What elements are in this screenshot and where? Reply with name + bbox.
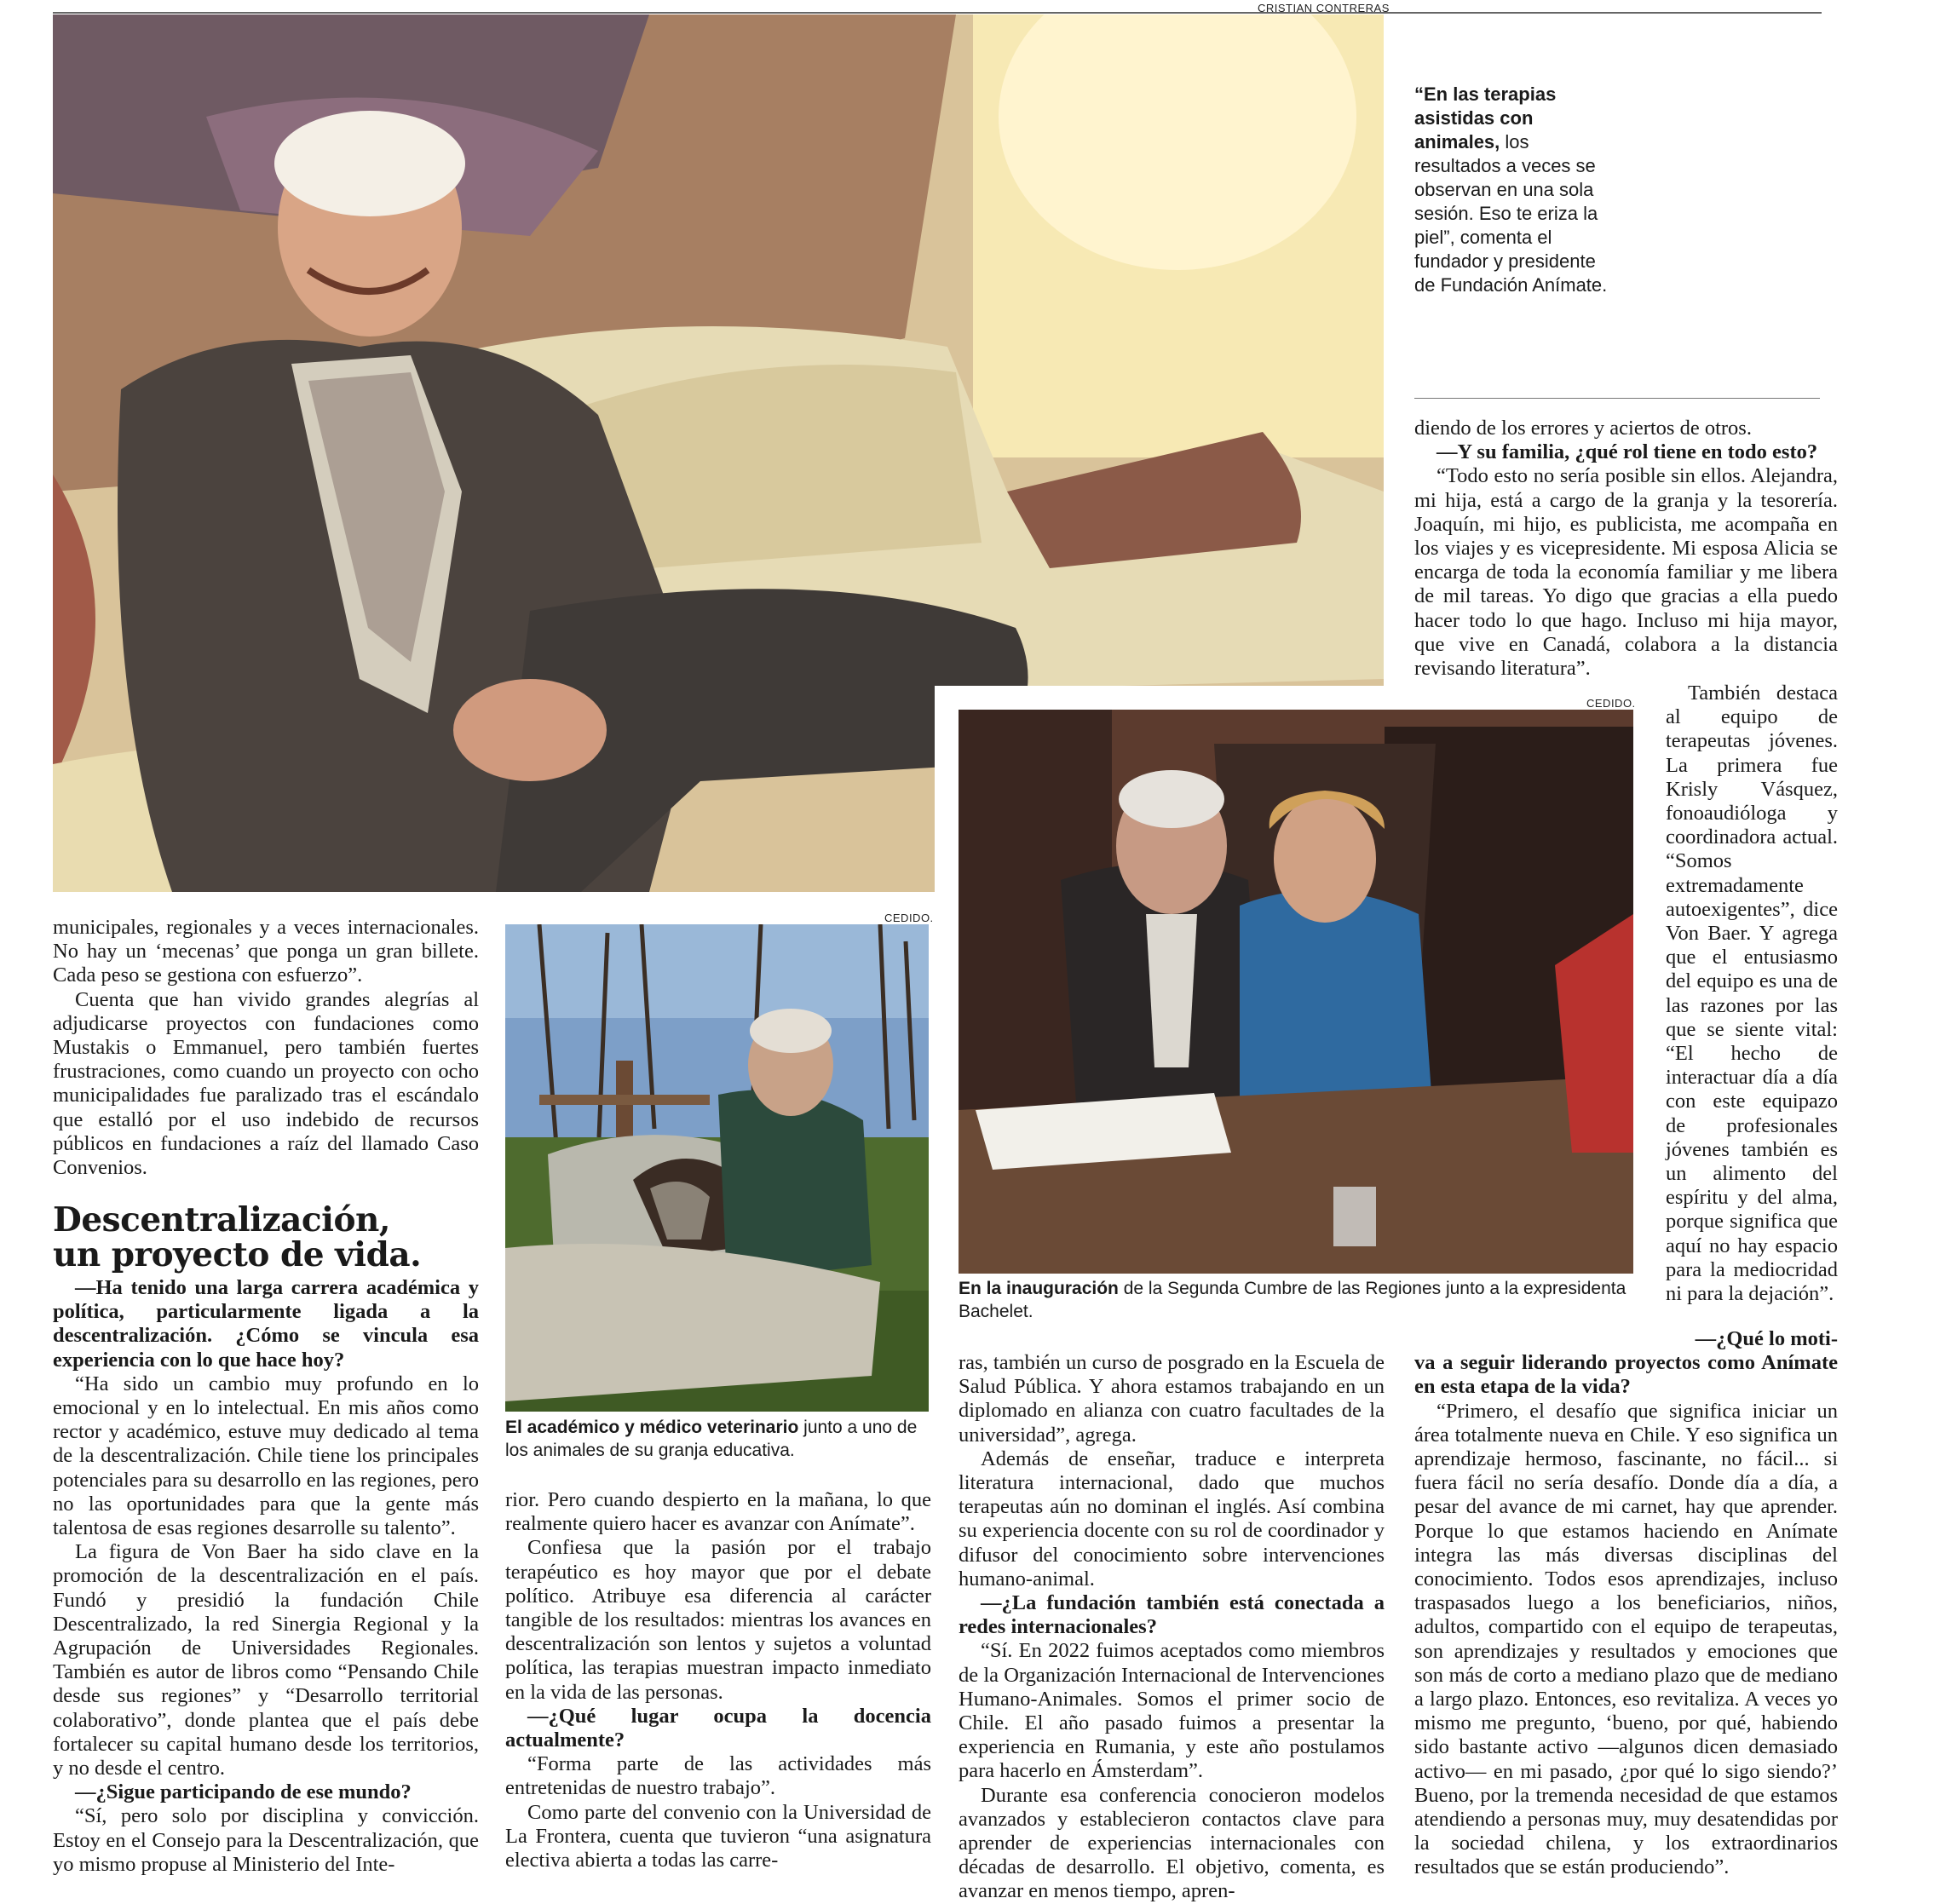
photo-credit-summit: CEDIDO. [1586, 697, 1636, 710]
caption-lead: En la inauguración [959, 1279, 1119, 1298]
caption-text: de la Segunda Cumbre de las Regiones junto a la expresidenta Bachelet. [959, 1279, 1626, 1321]
paragraph: Confiesa que la pasión por el trabajo terapéutico es hoy mayor que por el debate político. Atribuye esa diferencia al carácter tangible de los resultados: mientras los avances en descentralización son lentos y sujetos a voluntad política, las terapias muestran impacto inmediato en la vida de las personas. [505, 1536, 931, 1704]
column-4-top [1414, 417, 1838, 681]
headline-line-2: un proyecto de vida. [53, 1235, 422, 1274]
interview-answer: “Primero, el desafío que significa iniciar un área totalmente nueva en Chile. Y eso significa un aprendizaje hermoso, fascinante, no fácil... si fuera fácil no sería desafío. Donde día a día, a pesar del avance de mi carnet, hay que aprender. Porque lo que estamos haciendo en Anímate integra las más diversas disciplinas del conocimiento. Todos esos aprendizajes, incluso traspasados luego a los beneficiarios, niños, adultos, compartido con el equipo de terapeutas, son aprendizajes y resultados y emociones que son más de corto a mediano plazo que de mediano a largo plazo. Entonces, eso revitaliza. A veces yo mismo me pregunto, ‘bueno, por qué, habiendo sido bastante activo —algunos dicen demasiado activo— en mi pasado, ¿por qué lo sigo siendo?’ Bueno, por la tremenda necesidad de que estamos atendiendo a personas muy, muy desatendidas por la sociedad chilena, y los extraordinarios resultados que se están produciendo”. [1414, 1399, 1838, 1879]
column-3 [959, 1351, 1385, 1904]
pull-quote-text: los resultados a veces se observan en una sola sesión. Eso te eriza la piel”, comenta el fundador y presidente de Fundación Anímate. [1414, 131, 1608, 296]
column-4-bottom [1414, 1327, 1838, 1880]
paragraph: rior. Pero cuando despierto en la mañana, lo que realmente quiero hacer es avanzar con Anímate”. [505, 1488, 931, 1536]
headline-line-1: Descentralización, [53, 1200, 390, 1240]
paragraph: municipales, regionales y a veces internacionales. No hay un ‘mecenas’ que ponga un gran billete. Cada peso se gestiona con esfuerzo”. [53, 916, 479, 987]
interview-question: —Ha tenido una larga carrera académica y política, particularmente ligada a la descentralización. ¿Cómo se vincula esa experiencia con lo que hace hoy? [53, 1276, 479, 1372]
caption-text: junto a uno de los animales de su granja educativa. [505, 1418, 918, 1460]
pull-quote-lead: “En las terapias asistidas con animales, [1414, 83, 1557, 152]
interview-answer: “Sí, pero solo por disciplina y convicción. Estoy en el Consejo para la Descentralización, que yo mismo propuse al Ministerio del Inte- [53, 1804, 479, 1876]
farm-photo [505, 924, 929, 1412]
interview-question-continued: va a seguir liderando proyectos como Anímate en esta etapa de la vida? [1414, 1351, 1838, 1399]
photo-credit-main: CRISTIAN CONTRERAS [1258, 2, 1390, 14]
question-part-1: —¿Qué lo moti- [1695, 1327, 1838, 1350]
farm-photo-caption [505, 1416, 931, 1462]
paragraph: Además de enseñar, traduce e interpreta literatura internacional, dado que muchos terapeutas aún no dominan el inglés. Así combina su experiencia docente con su rol de coordinador y difusor del conocimiento sobre intervenciones humano-animal. [959, 1447, 1385, 1591]
column-4-narrow [1666, 682, 1838, 1306]
paragraph: Como parte del convenio con la Universidad de La Frontera, cuenta que tuvieron “una asignatura electiva abierta a todas las carre- [505, 1800, 931, 1872]
section-headline [53, 1200, 479, 1274]
paragraph: Cuenta que han vivido grandes alegrías al adjudicarse proyectos con fundaciones como Mustakis o Emmanuel, pero también fuertes frustraciones, como cuando un proyecto con ocho municipalidades fue paralizado tras el escándalo que estalló por el uso indebido de recursos públicos en fundaciones a raíz del llamado Caso Convenios. [53, 987, 479, 1180]
interview-question: —¿Sigue participando de ese mundo? [75, 1780, 412, 1804]
summit-photo-caption [959, 1277, 1632, 1323]
paragraph: ras, también un curso de posgrado en la Escuela de Salud Pública. Y ahora estamos trabajando en un diplomado en alianza con cuatro facultades de la universidad”, agrega. [959, 1351, 1385, 1447]
pull-quote-rule [1414, 398, 1820, 399]
interview-answer: “Todo esto no sería posible sin ellos. Alejandra, mi hija, está a cargo de la granja y la tesorería. Joaquín, mi hijo, es publicista, me acompaña en los viajes y es vicepresidente. Mi esposa Alicia se encarga de toda la economía familiar y me libera de mil tareas. Yo digo que gracias a ella puedo hacer todo lo que hago. Incluso mi hija mayor, que vive en Canadá, colabora a la distancia revisando literatura”. [1414, 464, 1838, 681]
caption-lead: El académico y médico veterinario [505, 1418, 799, 1437]
column-1-top [53, 916, 479, 1180]
interview-answer: “Sí. En 2022 fuimos aceptados como miembros de la Organización Internacional de Intervenciones Humano-Animales. Somos el primer socio de Chile. El año pasado fuimos a presentar la experiencia en Rumania, y este año postulamos para hacerlo en Ámsterdam”. [959, 1639, 1385, 1783]
interview-answer: “Ha sido un cambio muy profundo en lo emocional y en lo intelectual. En mis años como rector y académico, estuve muy dedicado al tema de la descentralización. Chile tiene los principales potenciales para su desarrollo en las regiones, pero no las oportunidades para que la gente más talentosa de esas regiones desarrolle su talento”. [53, 1372, 479, 1540]
paragraph: Durante esa conferencia conocieron modelos avanzados y establecieron contactos clave para aprender de experiencias internacionales con décadas de desarrollo. El objetivo, comenta, es avanzar en menos tiempo, apren- [959, 1783, 1385, 1903]
column-1-bottom [53, 1276, 479, 1877]
photo-credit-farm: CEDIDO. [884, 912, 934, 924]
paragraph: diendo de los errores y aciertos de otros. [1414, 417, 1752, 440]
paragraph: También destaca al equipo de terapeutas jóvenes. La primera fue Krisly Vásquez, fonoaudióloga y coordinadora actual. “Somos extremadamente autoexigentes”, dice Von Baer. Y agrega que el entusiasmo del equipo es una de las razones por las que se siente vital: “El hecho de interactuar día a día con este equipazo de profesionales jóvenes también es un alimento del espíritu y del alma, porque significa que aquí no hay espacio para la mediocridad ni para la dejación”. [1666, 682, 1838, 1306]
interview-question [1414, 1327, 1838, 1351]
interview-question: —Y su familia, ¿qué rol tiene en todo esto? [1436, 440, 1818, 464]
summit-photo [959, 710, 1633, 1274]
interview-question: —¿Qué lugar ocupa la docencia actualmente? [505, 1704, 931, 1752]
interview-answer: “Forma parte de las actividades más entretenidas de nuestro trabajo”. [505, 1752, 931, 1800]
top-rule [53, 12, 1822, 14]
pull-quote [1414, 83, 1619, 297]
paragraph: La figura de Von Baer ha sido clave en la promoción de la descentralización en el país. Fundó y presidió la fundación Chile Descentralizado, la red Sinergia Regional y la Agrupación de Universidades Regionales. También es autor de libros como “Pensando Chile desde sus regiones” y “Desarrollo territorial colaborativo”, donde plantea que el país debe fortalecer su capital humano desde los territorios, y no desde el centro. [53, 1540, 479, 1780]
interview-question: —¿La fundación también está conectada a redes internacionales? [959, 1591, 1385, 1639]
column-2 [505, 1488, 931, 1872]
